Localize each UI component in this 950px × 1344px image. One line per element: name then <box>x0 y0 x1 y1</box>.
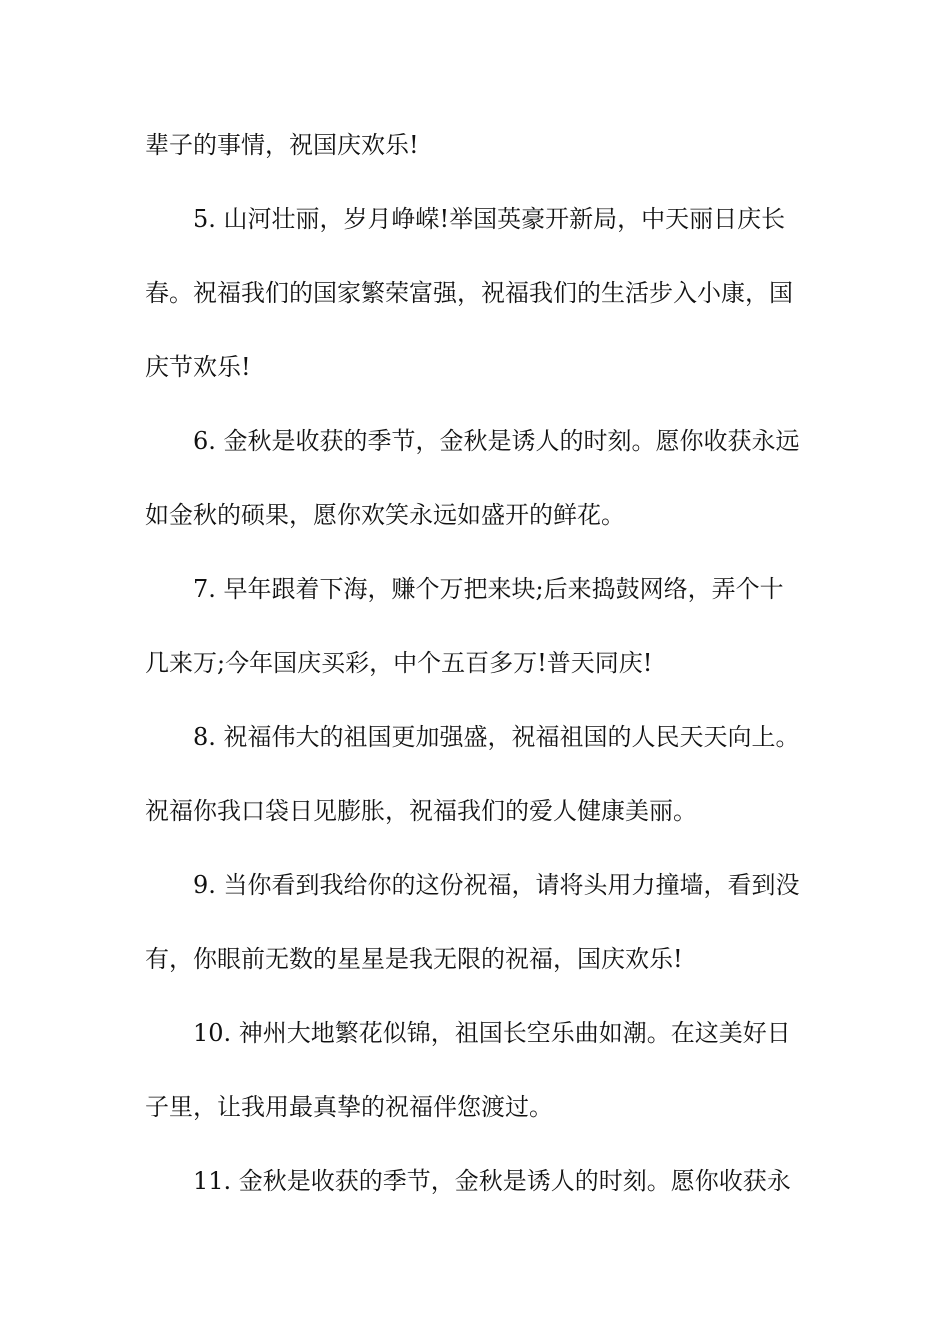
text-line: 春。祝福我们的国家繁荣富强，祝福我们的生活步入小康，国 <box>145 279 793 307</box>
text-line: 11. 金秋是收获的季节，金秋是诱人的时刻。愿你收获永 <box>193 1167 791 1195</box>
text-line: 子里，让我用最真挚的祝福伴您渡过。 <box>145 1093 553 1121</box>
text-line: 辈子的事情，祝国庆欢乐! <box>145 131 419 159</box>
text-line: 如金秋的硕果，愿你欢笑永远如盛开的鲜花。 <box>145 501 625 529</box>
text-line: 有，你眼前无数的星星是我无限的祝福，国庆欢乐! <box>145 945 683 973</box>
text-line: 9. 当你看到我给你的这份祝福，请将头用力撞墙，看到没 <box>193 871 800 899</box>
document-body <box>145 127 815 1237</box>
text-line: 8. 祝福伟大的祖国更加强盛，祝福祖国的人民天天向上。 <box>193 723 800 751</box>
text-line: 祝福你我口袋日见膨胀，祝福我们的爱人健康美丽。 <box>145 797 697 825</box>
text-line: 5. 山河壮丽，岁月峥嵘!举国英豪开新局，中天丽日庆长 <box>193 205 786 233</box>
text-line: 庆节欢乐! <box>145 353 251 381</box>
text-line: 10. 神州大地繁花似锦，祖国长空乐曲如潮。在这美好日 <box>193 1019 791 1047</box>
text-line: 6. 金秋是收获的季节，金秋是诱人的时刻。愿你收获永远 <box>193 427 800 455</box>
text-line: 几来万;今年国庆买彩，中个五百多万!普天同庆! <box>145 649 653 677</box>
text-line: 7. 早年跟着下海，赚个万把来块;后来捣鼓网络，弄个十 <box>193 575 784 603</box>
